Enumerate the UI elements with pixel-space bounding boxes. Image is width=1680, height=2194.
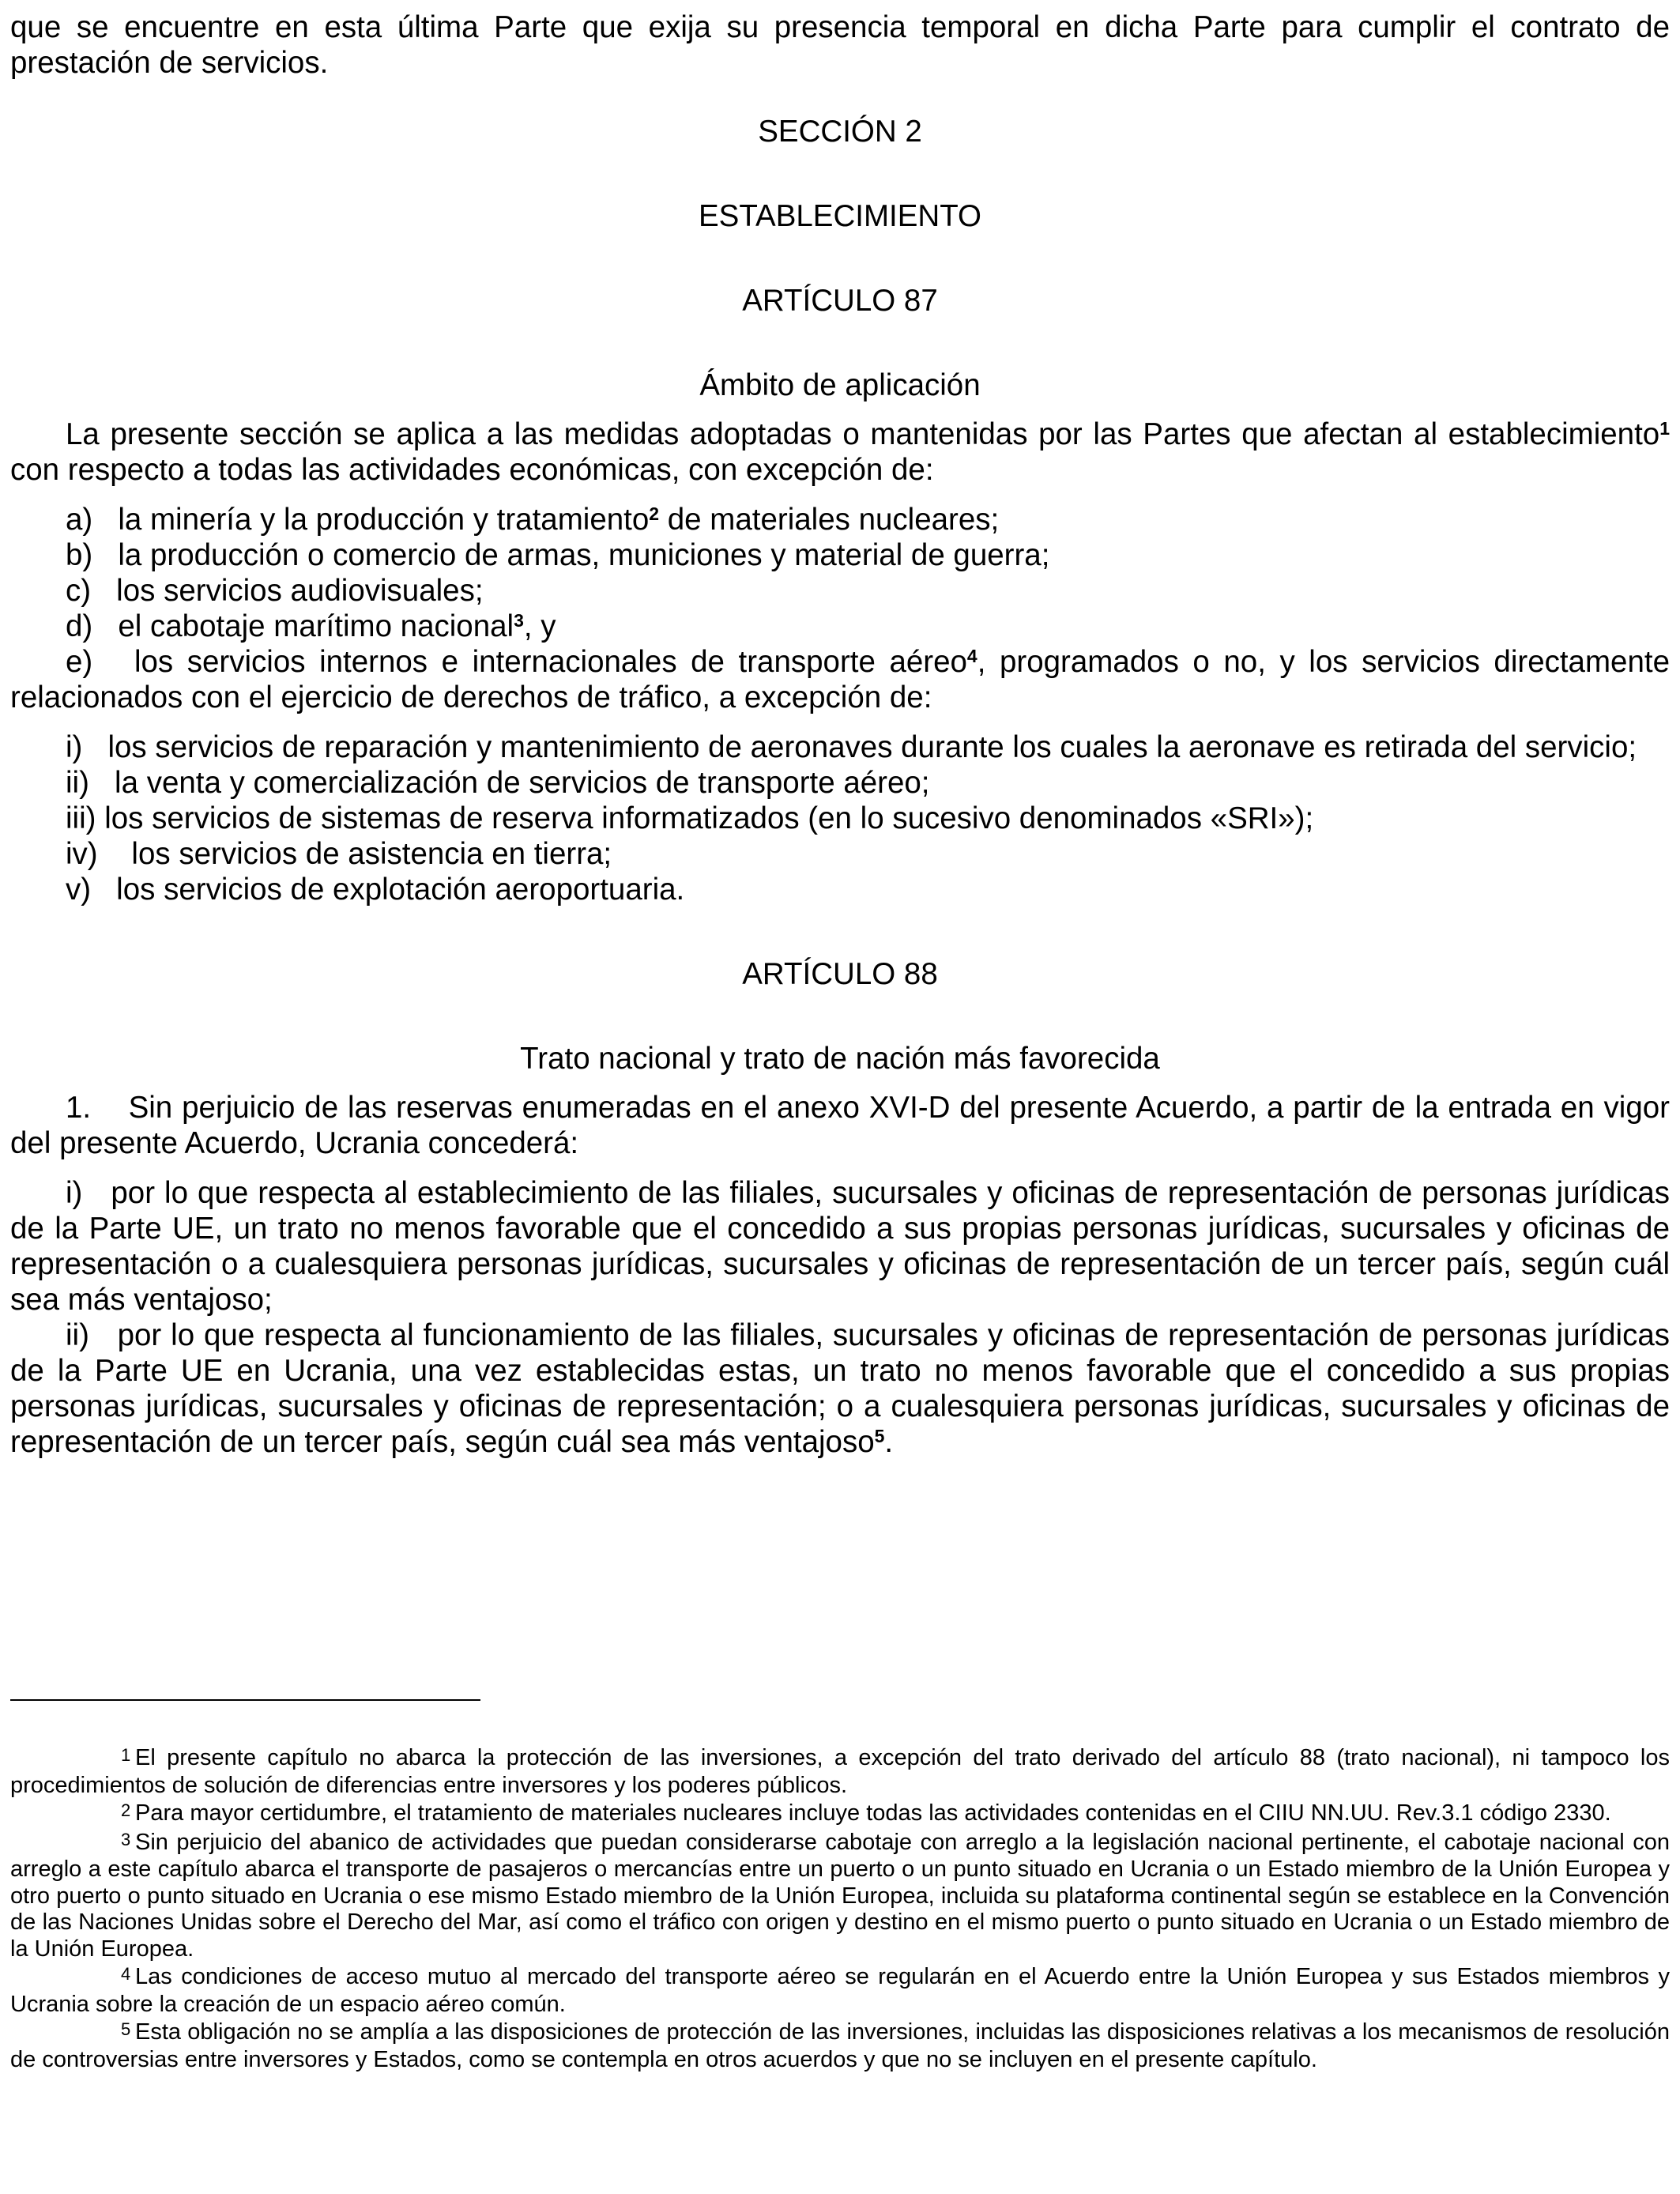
footnote-ref-5: 5 — [874, 1426, 885, 1446]
section-heading: SECCIÓN 2 — [758, 115, 922, 149]
list-item-a: a) la minería y la producción y tratamiento$^2$ de materiales nucleares; — [66, 503, 1000, 537]
sub-item-i: i) los servicios de reparación y mantenimiento de aeronaves durante los cuales la aeronave es retirada del servicio; — [66, 730, 1637, 764]
section-title: ESTABLECIMIENTO — [699, 199, 981, 233]
footnotes — [10, 1745, 1670, 2075]
footnote-2: 2 Para mayor certidumbre, el tratamiento de materiales nucleares incluye todas las actividades contenidas en el CIIU NN.UU. Rev.3.1 código 2330. — [121, 1800, 1611, 1826]
footnote-3: 3 Sin perjuicio del abanico de actividades que puedan considerarse cabotaje con arreglo a la legislación nacional pertinente, el cabotaje nacional con arreglo a este capítulo abarca el transporte de pasajeros o mercancías entre un puerto o un punto situado en Ucrania o un Estado miembro de la Unión Europea y otro puerto o punto situado en Ucrania o ese mismo Estado miembro de la Unión Europea, incluida su plataforma continental según se establece en la Convención de las Naciones Unidas sobre el Derecho del Mar, así como el tráfico con origen y destino en el mismo puerto o punto situado en Ucrania o un Estado miembro de la Unión Europea. — [10, 1829, 1670, 1962]
footnote-separator — [10, 1699, 480, 1701]
article-88-paragraph-1: 1. Sin perjuicio de las reservas enumeradas en el anexo XVI-D del presente Acuerdo, a partir de la entrada en vigor del presente Acuerdo, Ucrania concederá: — [10, 1091, 1670, 1160]
sub-item-iv: iv) los servicios de asistencia en tierra; — [66, 837, 612, 871]
footnote-4: 4 Las condiciones de acceso mutuo al mercado del transporte aéreo se regularán en el Acuerdo entre la Unión Europea y sus Estados miembros y Ucrania sobre la creación de un espacio aéreo común. — [10, 1964, 1670, 2017]
sub-item-iii: iii) los servicios de sistemas de reserva informatizados (en lo sucesivo denominados «SRI»); — [66, 801, 1314, 835]
list-item-d: d) el cabotaje marítimo nacional$^3$, y — [66, 609, 556, 643]
treatment-item-ii: ii) por lo que respecta al funcionamiento de las filiales, sucursales y oficinas de representación de personas jurídicas de la Parte UE en Ucrania, una vez establecidas estas, un trato no menos favorable que el concedido a sus propias personas jurídicas, sucursales y oficinas de representación; o a cualesquiera personas jurídicas, sucursales y oficinas de representación de un tercer país, según cuál sea más ventajoso$^5$. — [10, 1318, 1671, 1459]
air-transport-exceptions — [10, 729, 1670, 907]
article-87-title: Ámbito de aplicación — [699, 368, 981, 402]
footnote-ref-4: 4 — [966, 646, 977, 666]
footnote-1: 1 El presente capítulo no abarca la protección de las inversiones, a excepción del trato derivado del artículo 88 (trato nacional), ni tampoco los procedimientos de solución de diferencias entre inversores y los poderes públicos. — [10, 1745, 1670, 1798]
footnote-ref-2: 2 — [649, 503, 660, 524]
sub-item-v: v) los servicios de explotación aeroportuaria. — [66, 873, 685, 907]
list-item-e: e) los servicios internos e internacionales de transporte aéreo$^4$, programados o no, y los servicios directamente relacionados con el ejercicio de derechos de tráfico, a excepción de: — [10, 645, 1670, 714]
list-item-c: c) los servicios audiovisuales; — [66, 574, 484, 608]
article-87-heading: ARTÍCULO 87 — [742, 284, 938, 318]
article-88-title: Trato nacional y trato de nación más favorecida — [520, 1042, 1160, 1076]
article-87-paragraph: La presente sección se aplica a las medidas adoptadas o mantenidas por las Partes que afectan al establecimiento$^1$ con respecto a todas las actividades económicas, con excepción de: — [10, 417, 1670, 487]
footnote-5: 5 Esta obligación no se amplía a las disposiciones de protección de las inversiones, incluidas las disposiciones relativas a los mecanismos de resolución de controversias entre inversores y Estados, como se contempla en otros acuerdos y que no se incluyen en el presente capítulo. — [10, 2019, 1670, 2072]
treatment-list — [10, 1175, 1670, 1460]
sub-item-ii: ii) la venta y comercialización de servicios de transporte aéreo; — [66, 766, 930, 800]
treatment-item-i: i) por lo que respecta al establecimiento de las filiales, sucursales y oficinas de representación de personas jurídicas de la Parte UE, un trato no menos favorable que el concedido a sus propias personas jurídicas, sucursales y oficinas de representación o a cualesquiera personas jurídicas, sucursales y oficinas de representación de un tercer país, según cuál sea más ventajoso; — [10, 1176, 1671, 1317]
document-page — [10, 9, 1670, 1460]
article-88-heading: ARTÍCULO 88 — [742, 957, 938, 991]
footnote-ref-3: 3 — [514, 610, 524, 631]
list-item-b: b) la producción o comercio de armas, municiones y material de guerra; — [66, 538, 1050, 572]
intro-paragraph: que se encuentre en esta última Parte que exija su presencia temporal en dicha Parte para cumplir el contrato de prestación de servicios. — [10, 10, 1670, 80]
footnote-ref-1: 1 — [1659, 418, 1670, 439]
exception-list — [10, 502, 1670, 715]
